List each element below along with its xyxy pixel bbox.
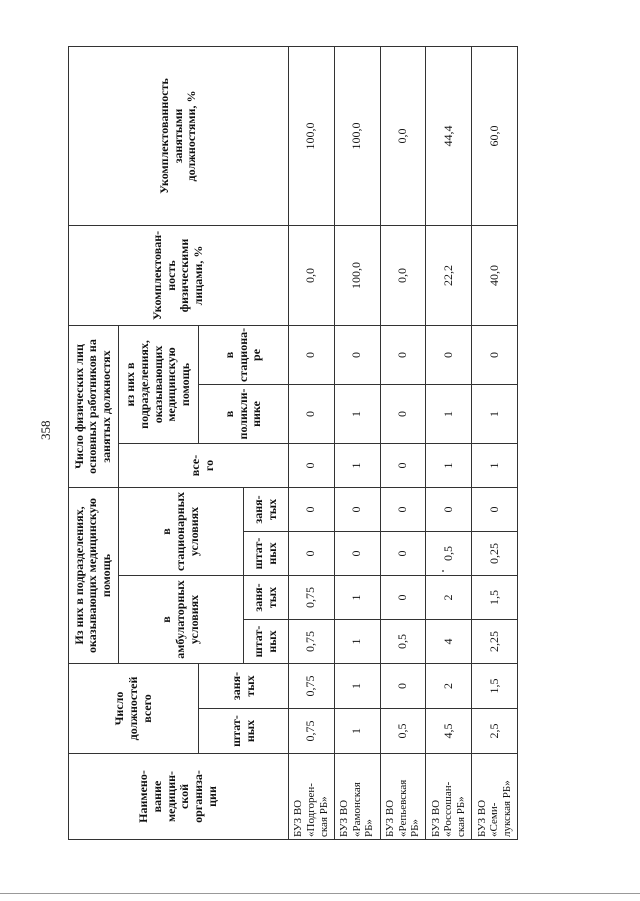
value-cell: 0	[472, 487, 518, 531]
value-cell: 0	[288, 531, 334, 575]
staffing-table	[68, 46, 518, 840]
value-cell: 0,5	[380, 619, 426, 663]
value-cell: 4	[426, 619, 472, 663]
org-name-cell: БУЗ ВО «Россошан- ская РБ»	[426, 754, 472, 840]
value-cell: 2	[426, 575, 472, 619]
value-cell: 1	[472, 384, 518, 443]
value-cell: 0,75	[288, 575, 334, 619]
header-persons-of-them: из них в подразделениях, оказывающих медицинскую помощь	[118, 325, 199, 443]
value-cell: 0	[288, 443, 334, 487]
value-cell: 1	[426, 384, 472, 443]
header-inpatient: в стационарных условиях	[118, 487, 243, 575]
header-vsego: все- го	[118, 443, 288, 487]
header-hospital: в стациона- ре	[199, 325, 289, 384]
value-cell: 0	[288, 384, 334, 443]
table-row	[472, 46, 518, 839]
header-shtat-amb: штат- ных	[244, 619, 289, 663]
value-cell: 0	[380, 384, 426, 443]
header-staffing-persons: Укомплектован- ность физическими лицами, %	[69, 225, 289, 325]
value-cell: 0	[426, 325, 472, 384]
table-stage	[68, 47, 518, 840]
value-cell: 1	[334, 443, 380, 487]
value-cell: 0	[334, 487, 380, 531]
value-cell: 0	[380, 531, 426, 575]
value-cell: 100,0	[288, 46, 334, 225]
value-cell: 1	[334, 709, 380, 754]
rotated-table-wrapper	[68, 47, 518, 840]
value-cell: 0	[334, 325, 380, 384]
value-cell: 2,5	[472, 709, 518, 754]
value-cell: 44,4	[426, 46, 472, 225]
value-cell: 0	[288, 487, 334, 531]
header-shtat-inp: штат- ных	[244, 531, 289, 575]
value-cell: 0	[426, 487, 472, 531]
value-cell: 0	[380, 443, 426, 487]
value-cell: 4,5	[426, 709, 472, 754]
value-cell: 0,75	[288, 709, 334, 754]
value-cell: 0	[380, 487, 426, 531]
value-cell: 1,5	[472, 575, 518, 619]
value-cell: 1	[334, 663, 380, 708]
value-cell: 100,0	[334, 225, 380, 325]
value-cell: 1	[334, 384, 380, 443]
value-cell: 0,0	[380, 46, 426, 225]
header-zanya-amb: заня- тых	[244, 575, 289, 619]
value-cell: 100,0	[334, 46, 380, 225]
page-number: 358	[38, 420, 53, 440]
value-cell: 0,75	[288, 619, 334, 663]
value-cell: 40,0	[472, 225, 518, 325]
value-cell: 0	[380, 663, 426, 708]
org-name-cell: БУЗ ВО «Репьевская РБ»	[380, 754, 426, 840]
value-cell: 0	[288, 325, 334, 384]
value-cell: 2	[426, 663, 472, 708]
header-persons: Число физических лиц основных работников на занятых должностях	[69, 325, 119, 487]
header-staffing-positions: Укомплектованность занятыми должностями, %	[69, 46, 289, 225]
value-cell: 0	[380, 575, 426, 619]
table-row	[334, 46, 380, 839]
value-cell: 1	[426, 443, 472, 487]
header-org-name: Наимено- вание медицин- ской организа- ции	[69, 754, 289, 840]
header-polyclinic: в поликли- нике	[199, 384, 289, 443]
header-in-units: Из них в подразделениях, оказывающих медицинскую помощь	[69, 487, 119, 663]
value-cell: 0,75	[288, 663, 334, 708]
value-cell: 2,25	[472, 619, 518, 663]
header-zanya-inp: заня- тых	[244, 487, 289, 531]
value-cell: 1,5	[472, 663, 518, 708]
value-cell: 0	[334, 531, 380, 575]
header-shtat-total: штат- ных	[199, 709, 289, 754]
value-cell: 22,2	[426, 225, 472, 325]
value-cell: 0,5	[380, 709, 426, 754]
org-name-cell: БУЗ ВО «Рамонская РБ»	[334, 754, 380, 840]
org-name-cell: БУЗ ВО «Подгорен- ская РБ»	[288, 754, 334, 840]
value-cell: 0	[380, 325, 426, 384]
bottom-scan-line	[0, 893, 640, 894]
value-cell: 1	[334, 619, 380, 663]
header-positions-total: Число должностей всего	[69, 663, 199, 753]
value-cell: 0,0	[380, 225, 426, 325]
value-cell: 0,5	[426, 531, 472, 575]
table-row	[426, 46, 472, 839]
org-name-cell: БУЗ ВО «Семи- лукская РБ»	[472, 754, 518, 840]
table-row	[380, 46, 426, 839]
stray-dot	[442, 570, 444, 572]
value-cell: 0,25	[472, 531, 518, 575]
table-row	[288, 46, 334, 839]
header-zanya-total: заня- тых	[199, 663, 289, 708]
value-cell: 0	[472, 325, 518, 384]
header-ambulatory: в амбулаторных условиях	[118, 575, 243, 663]
value-cell: 1	[334, 575, 380, 619]
value-cell: 60,0	[472, 46, 518, 225]
value-cell: 0,0	[288, 225, 334, 325]
value-cell: 1	[472, 443, 518, 487]
